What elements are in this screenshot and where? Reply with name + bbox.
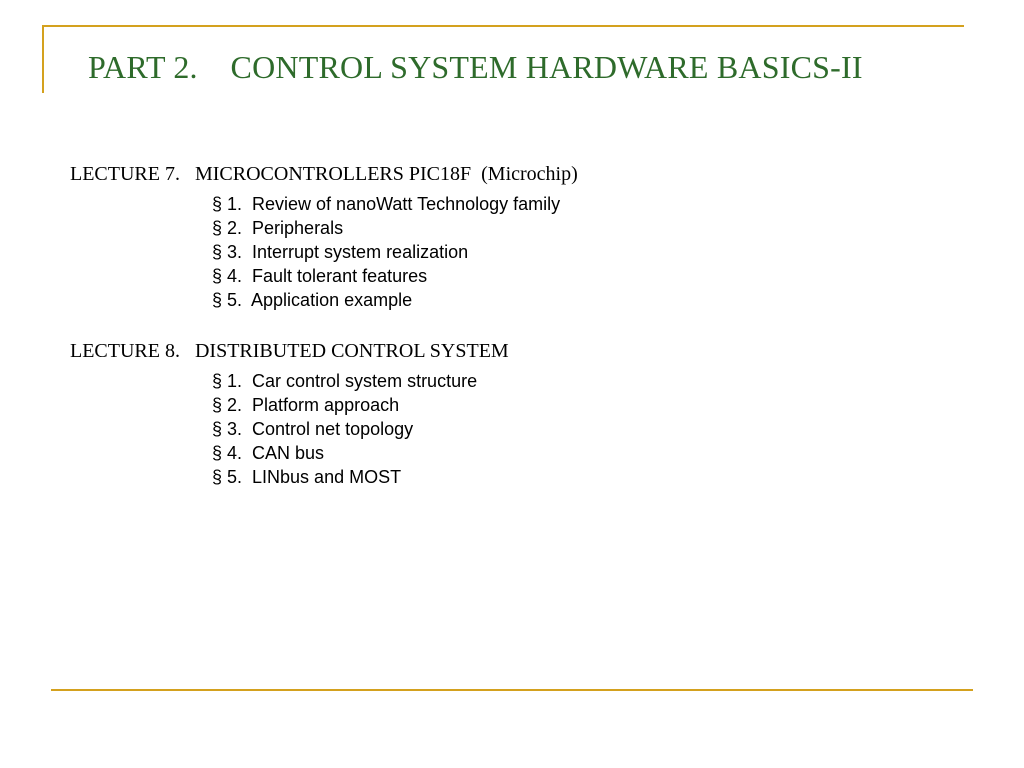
lecture-8-section-list [212, 369, 477, 489]
lecture-7-section-3: § 3. Interrupt system realization [212, 242, 469, 262]
lecture-7-section-list [212, 192, 560, 312]
frame-bottom-rule [51, 689, 973, 691]
lecture-8-section-3: § 3. Control net topology [212, 419, 414, 439]
lecture-7-section-5: § 5. Application example [212, 290, 413, 310]
lecture-7-section-4: § 4. Fault tolerant features [212, 266, 428, 286]
lecture-8-heading: LECTURE 8. DISTRIBUTED CONTROL SYSTEM [70, 340, 509, 362]
lecture-8-section-2: § 2. Platform approach [212, 395, 400, 415]
lecture-7-section-1: § 1. Review of nanoWatt Technology family [212, 194, 561, 214]
lecture-7-section-2: § 2. Peripherals [212, 218, 344, 238]
lecture-8-section-5: § 5. LINbus and MOST [212, 467, 402, 487]
frame-top-rule [42, 25, 964, 27]
lecture-8-section-1: § 1. Car control system structure [212, 371, 478, 391]
lecture-7-heading: LECTURE 7. MICROCONTROLLERS PIC18F (Microchip) [70, 163, 578, 185]
slide-title: PART 2. CONTROL SYSTEM HARDWARE BASICS-II [88, 49, 863, 85]
frame-left-rule [42, 25, 44, 93]
lecture-8-section-4: § 4. CAN bus [212, 443, 325, 463]
